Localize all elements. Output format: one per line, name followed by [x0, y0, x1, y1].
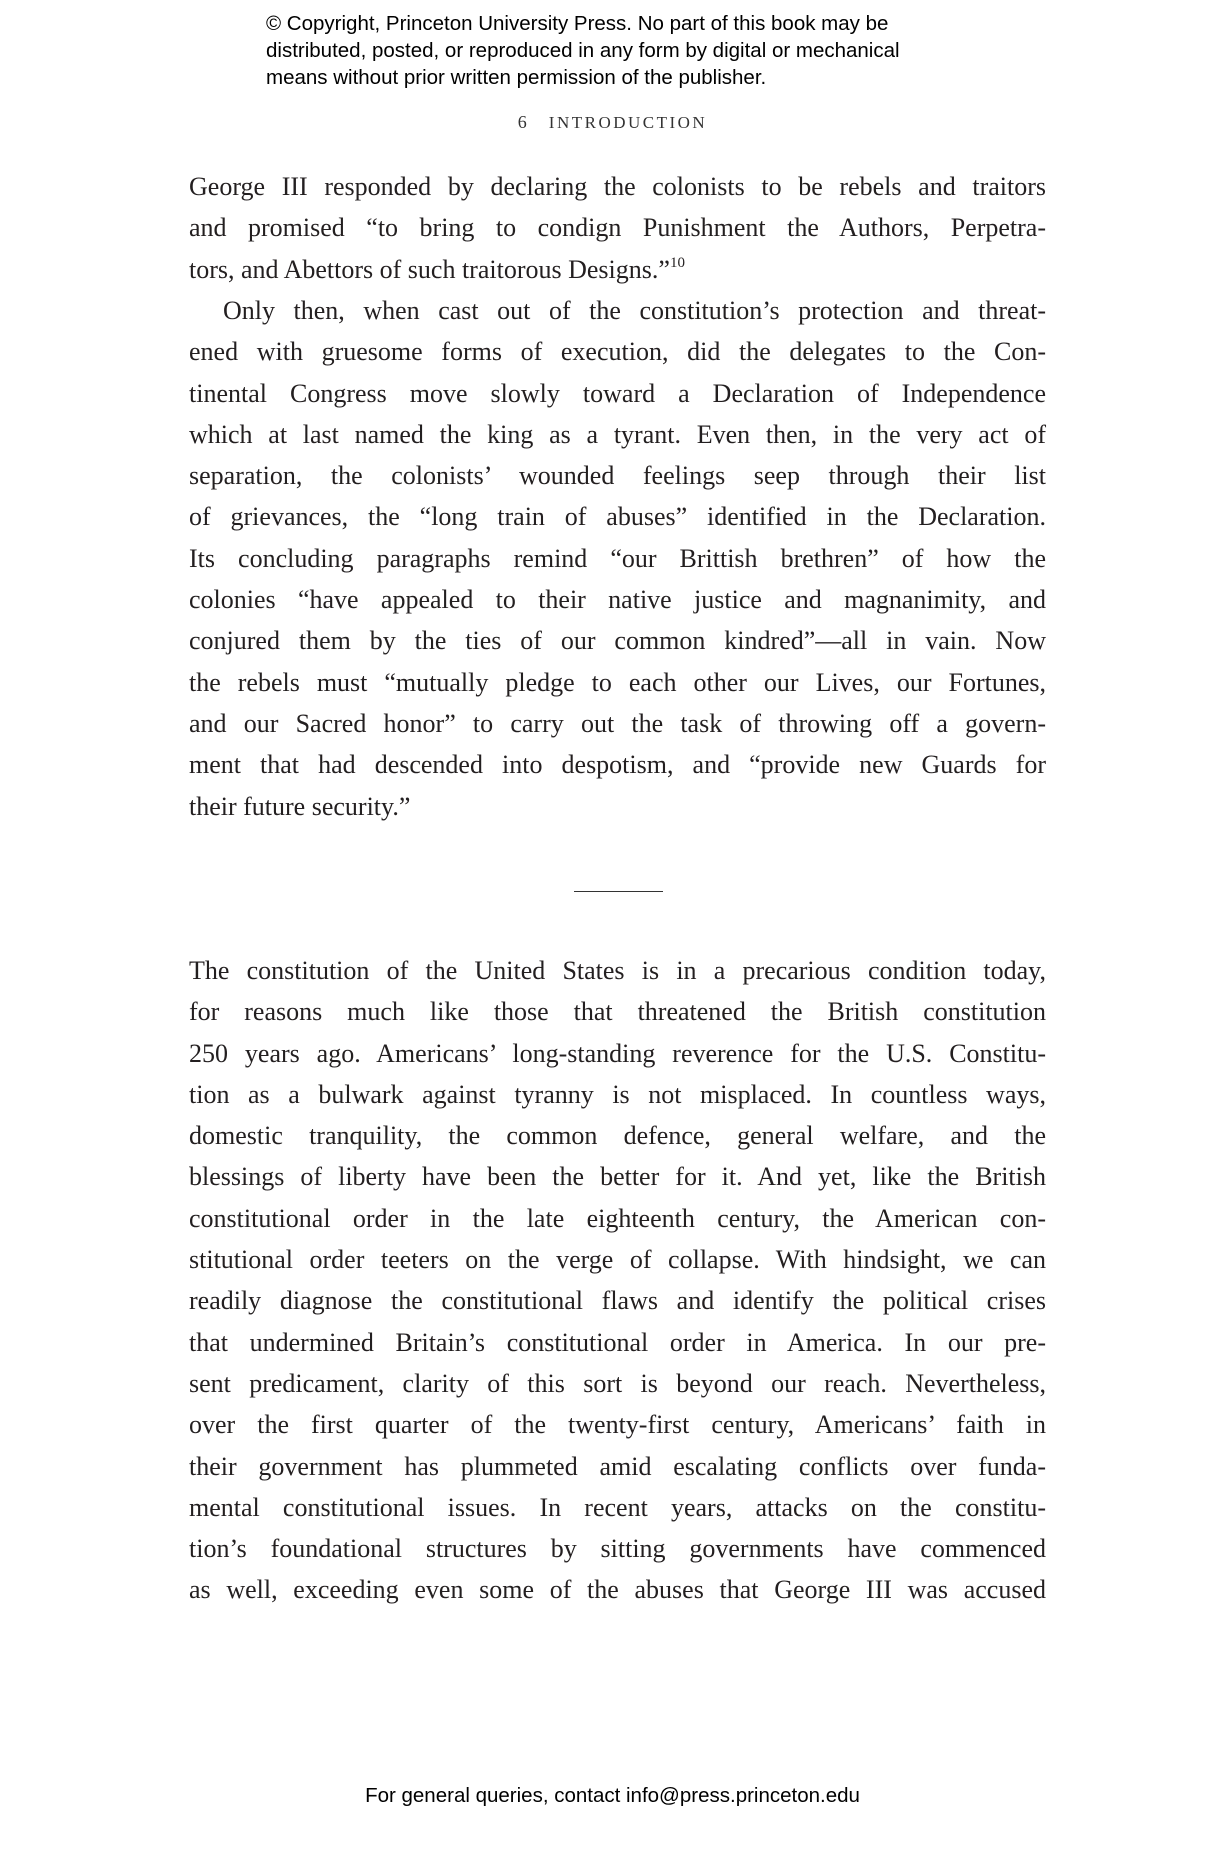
text-line — [189, 662, 1046, 703]
text-line — [189, 414, 1046, 455]
text-line-content: readily diagnose the constitutional flaws and identify the political crises — [189, 1286, 1046, 1316]
text-line — [189, 950, 1046, 991]
text-line-content: constitutional order in the late eighteenth century, the American con- — [189, 1203, 1046, 1233]
text-line — [189, 786, 1046, 827]
text-line — [189, 538, 1046, 579]
text-line-content: blessings of liberty have been the better for it. And yet, like the British — [189, 1162, 1046, 1192]
text-line-content: Its concluding paragraphs remind “our Brittish brethren” of how the — [189, 543, 1046, 573]
paragraph-1 — [189, 166, 1046, 290]
text-line-content: their government has plummeted amid escalating conflicts over funda- — [189, 1451, 1046, 1481]
text-line — [189, 1156, 1046, 1197]
text-line — [189, 991, 1046, 1032]
copyright-notice — [266, 10, 900, 91]
text-line — [189, 1404, 1046, 1445]
text-line — [189, 579, 1046, 620]
copyright-line: means without prior written permission of the publisher. — [266, 66, 767, 89]
copyright-line: distributed, posted, or reproduced in any form by digital or mechanical — [266, 39, 900, 62]
text-line-content: tinental Congress move slowly toward a Declaration of Independence — [189, 378, 1046, 408]
text-line — [189, 1239, 1046, 1280]
text-line-content: George III responded by declaring the colonists to be rebels and traitors — [189, 172, 1046, 201]
text-line — [189, 1115, 1046, 1156]
text-line-content: that undermined Britain’s constitutional order in America. In our pre- — [189, 1327, 1046, 1357]
text-line-content: and our Sacred honor” to carry out the task of throwing off a govern- — [189, 708, 1046, 738]
text-line-content: ment that had descended into despotism, and “provide new Guards for — [189, 750, 1046, 780]
section-divider — [574, 891, 663, 892]
text-line — [189, 373, 1046, 414]
text-line-content: their future security.” — [189, 791, 411, 821]
text-line — [189, 249, 1046, 290]
text-line — [189, 1487, 1046, 1528]
text-line-content: which at last named the king as a tyrant. Even then, in the very act of — [189, 419, 1046, 449]
text-line-content: conjured them by the ties of our common kindred”—all in vain. Now — [189, 626, 1046, 656]
footnote-marker[interactable]: 10 — [669, 254, 685, 271]
text-line — [189, 1280, 1046, 1321]
text-line-content: of grievances, the “long train of abuses” identified in the Declaration. — [189, 502, 1046, 532]
copyright-line: © Copyright, Princeton University Press. No part of this book may be — [266, 12, 889, 35]
text-line-content: the rebels must “mutually pledge to each other our Lives, our Fortunes, — [189, 667, 1046, 697]
text-line — [189, 1322, 1046, 1363]
text-line — [189, 290, 1046, 331]
text-line — [189, 744, 1046, 785]
text-line-content: tors, and Abettors of such traitorous Designs.” — [189, 254, 670, 284]
text-line — [189, 1198, 1046, 1239]
text-line-content: as well, exceeding even some of the abuses that George III was accused — [189, 1575, 1046, 1605]
text-line — [189, 620, 1046, 661]
running-head — [0, 112, 1225, 133]
text-line-content: ened with gruesome forms of execution, did the delegates to the Con- — [189, 337, 1046, 367]
text-line — [189, 1363, 1046, 1404]
text-line — [189, 1569, 1046, 1610]
text-line-content: colonies “have appealed to their native justice and magnanimity, and — [189, 585, 1046, 615]
text-line-content: tion’s foundational structures by sitting governments have commenced — [189, 1534, 1046, 1564]
text-line-content: sent predicament, clarity of this sort is beyond our reach. Nevertheless, — [189, 1368, 1046, 1398]
text-line-content: The constitution of the United States is in a precarious condition today, — [189, 956, 1046, 985]
text-line — [189, 1528, 1046, 1569]
text-line-content: Only then, when cast out of the constitution’s protection and threat- — [223, 296, 1046, 325]
paragraph-2 — [189, 290, 1046, 827]
text-line — [189, 1446, 1046, 1487]
text-line-content: domestic tranquility, the common defence, general welfare, and the — [189, 1121, 1046, 1151]
page-number: 6 — [517, 112, 527, 132]
text-line — [189, 455, 1046, 496]
text-line — [189, 496, 1046, 537]
text-line-content: 250 years ago. Americans’ long-standing reverence for the U.S. Constitu- — [189, 1038, 1046, 1068]
text-line — [189, 207, 1046, 248]
chapter-title: INTRODUCTION — [548, 113, 708, 132]
text-line-content: stitutional order teeters on the verge of collapse. With hindsight, we can — [189, 1245, 1046, 1275]
paragraph-3 — [189, 950, 1046, 1611]
text-line-content: and promised “to bring to condign Punishment the Authors, Perpetra- — [189, 213, 1046, 243]
text-line — [189, 331, 1046, 372]
text-line — [189, 166, 1046, 207]
text-line-content: over the first quarter of the twenty-first century, Americans’ faith in — [189, 1410, 1046, 1440]
footer-contact: For general queries, contact info@press.princeton.edu — [365, 1784, 860, 1807]
text-line — [189, 703, 1046, 744]
text-line-content: separation, the colonists’ wounded feelings seep through their list — [189, 461, 1046, 491]
text-line-content: tion as a bulwark against tyranny is not misplaced. In countless ways, — [189, 1079, 1046, 1109]
text-line-content: for reasons much like those that threatened the British constitution — [189, 997, 1046, 1027]
text-line — [189, 1074, 1046, 1115]
text-line — [189, 1033, 1046, 1074]
text-line-content: mental constitutional issues. In recent years, attacks on the constitu- — [189, 1492, 1046, 1522]
